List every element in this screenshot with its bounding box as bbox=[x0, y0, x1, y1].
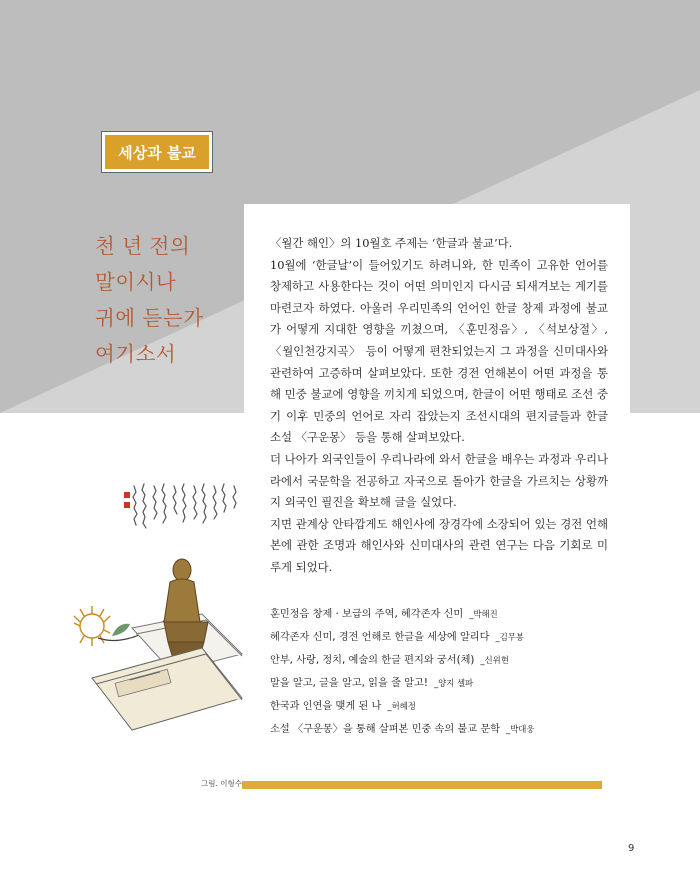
headline bbox=[95, 228, 245, 372]
article-author: _박해진 bbox=[469, 609, 498, 619]
intro-text bbox=[270, 233, 608, 579]
article-author: _박대웅 bbox=[506, 724, 535, 734]
article-title: 안부, 사랑, 정치, 예술의 한글 편지와 궁서(체) bbox=[270, 655, 475, 666]
section-tag bbox=[101, 131, 213, 173]
list-item bbox=[270, 695, 610, 718]
article-author: _양지 셀파 bbox=[433, 678, 474, 688]
article-title: 한국과 인연을 맺게 된 나 bbox=[270, 701, 382, 712]
article-title: 혜각존자 신미, 경전 언해로 한글을 세상에 알리다 bbox=[270, 632, 490, 643]
headline-line: 말이시나 bbox=[95, 270, 177, 294]
ink-painting-illustration bbox=[72, 478, 248, 770]
article-list bbox=[270, 603, 610, 741]
list-item bbox=[270, 649, 610, 672]
page-number: 9 bbox=[628, 843, 635, 854]
intro-paragraph: 10월에 ‘한글날’이 들어있기도 하려니와, 한 민족이 고유한 언어를 창제하고 사용한다는 것이 어떤 의미인지 다시금 되새겨보는 계기를 마련코자 하였다. 아울러 우리민족의 언어인 한글 창제 과정에 불교가 어떻게 지대한 영향을 끼쳤으며, 〈훈민정음〉, 〈석보상절〉, 〈월인천강지곡〉 등이 어떻게 편찬되었는지 그 과정을 신미대사와 관련하여 고증하며 살펴보았다. 또한 경전 언해본이 어떤 과정을 통해 민중 불교에 영향을 끼치게 되었으며, 한글이 어떤 행태로 조선 중기 이후 민중의 언어로 자리 잡았는지 조선시대의 편지글들과 한글 소설 〈구운몽〉 등을 통해 살펴보았다. bbox=[270, 257, 608, 445]
list-item bbox=[270, 718, 610, 741]
headline-line: 천 년 전의 bbox=[95, 234, 191, 258]
intro-paragraph: 〈월간 해인〉의 10월호 주제는 ‘한글과 불교’다. bbox=[270, 236, 513, 250]
article-author: _신위현 bbox=[480, 655, 509, 665]
intro-paragraph: 더 나아가 외국인들이 우리나라에 와서 한글을 배우는 과정과 우리나라에서 국문학을 전공하고 자국으로 돌아가 한글을 가르치는 상황까지 외국인 필진을 확보해 글을 실었다. bbox=[270, 451, 608, 510]
list-item bbox=[270, 603, 610, 626]
article-author: _김무봉 bbox=[495, 632, 524, 642]
illustration-credit: 그림. 이형수 bbox=[201, 779, 242, 788]
list-item bbox=[270, 672, 610, 695]
headline-line: 여기소서 bbox=[95, 342, 177, 366]
article-title: 훈민정음 창제 · 보급의 주역, 혜각존자 신미 bbox=[270, 609, 464, 620]
article-author: _허혜정 bbox=[387, 701, 416, 711]
article-title: 소설 〈구운몽〉을 통해 살펴본 민중 속의 불교 문학 bbox=[270, 724, 501, 735]
section-tag-label: 세상과 불교 bbox=[105, 135, 209, 169]
headline-line: 귀에 듣는가 bbox=[95, 306, 204, 330]
intro-paragraph: 지면 관계상 안타깝게도 해인사에 장경각에 소장되어 있는 경전 언해본에 관한 조명과 해인사와 신미대사의 관련 연구는 다음 기회로 미루게 되었다. bbox=[270, 516, 608, 574]
article-title: 말을 알고, 글을 알고, 읽을 줄 알고! bbox=[270, 678, 428, 689]
list-item bbox=[270, 626, 610, 649]
gold-divider-bar bbox=[242, 781, 602, 789]
